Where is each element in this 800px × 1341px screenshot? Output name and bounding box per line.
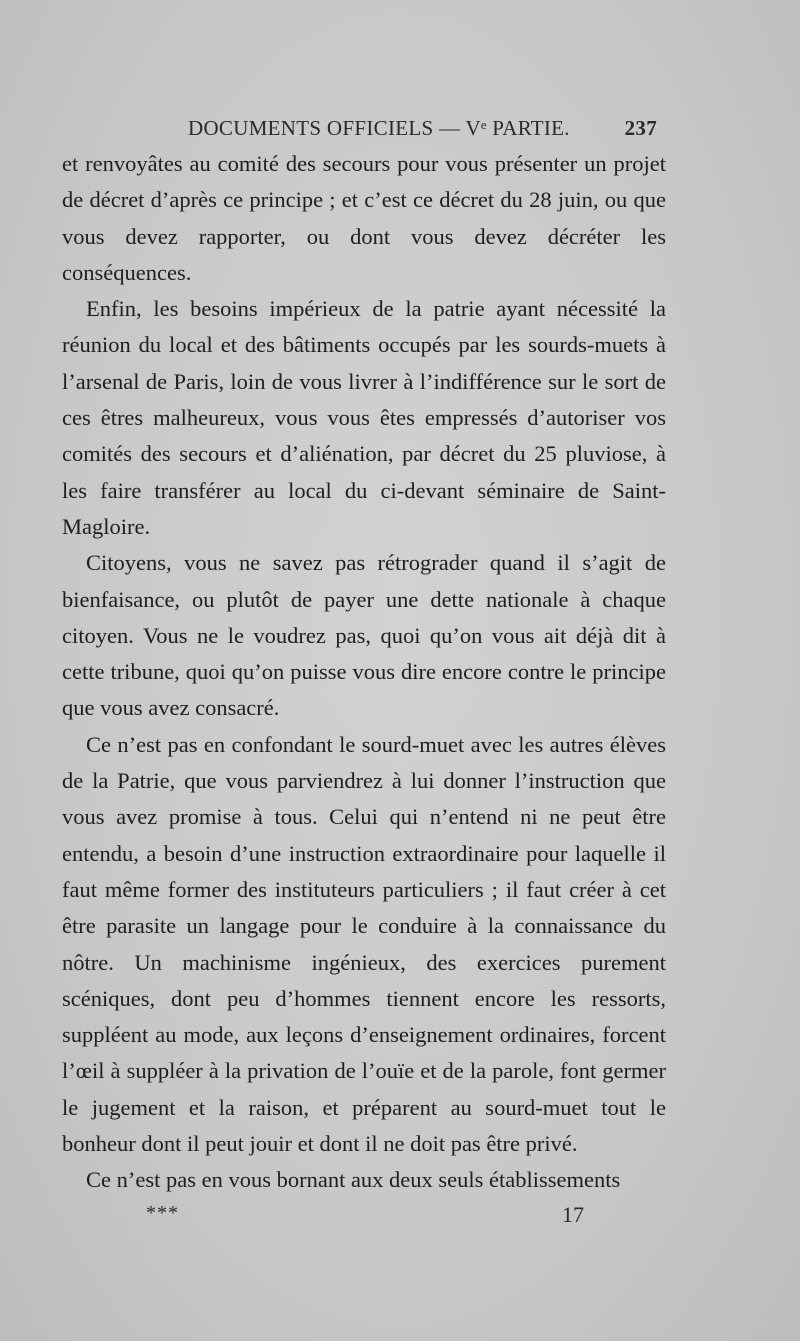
paragraph: Enfin, les besoins impérieux de la patrie ayant nécessité la réunion du local et des bâtiments occupés par les sourds-muets à l’arsenal de Paris, loin de vous livrer à l’indifférence sur le sort de ces êtres malheureux, vous vous êtes empressés d’autoriser vos comités des secours et d’aliénation, par décret du 25 pluviose, à les faire transférer au local du ci-devant séminaire de Saint-Magloire.	[62, 296, 666, 539]
running-header	[62, 112, 657, 146]
footer-mark: ***	[146, 1202, 179, 1224]
page-footer	[62, 1202, 666, 1232]
paragraph: et renvoyâtes au comité des secours pour vous présenter un projet de décret d’après ce principe ; et c’est ce décret du 28 juin, ou que vous devez rapporter, ou dont vous devez décréter les conséquences.	[62, 151, 666, 285]
paragraph: Ce n’est pas en confondant le sourd-muet avec les autres élèves de la Patrie, que vous parviendrez à lui donner l’instruction que vous avez promise à tous. Celui qui n’entend ni ne peut être entendu, a besoin d’une instruction extraordinaire pour laquelle il faut même former des instituteurs particuliers ; il faut créer à cet être parasite un langage pour le conduire à la connaissance du nôtre. Un machinisme ingénieux, des exercices purement scéniques, dont peu d’hommes tiennent encore les ressorts, suppléent au mode, aux leçons d’enseignement ordinaires, forcent l’œil à suppléer à la privation de l’ouïe et de la parole, font germer le jugement et la raison, et préparent au sourd-muet tout le bonheur dont il peut jouir et dont il ne doit pas être privé.	[62, 731, 666, 1157]
paragraph: Ce n’est pas en vous bornant aux deux seuls établissements	[86, 1167, 621, 1193]
paragraph: Citoyens, vous ne savez pas rétrograder quand il s’agit de bienfaisance, ou plutôt de payer une dette nationale à chaque citoyen. Vous ne le voudrez pas, quoi qu’on vous ait déjà dit à cette tribune, quoi qu’on puisse vous dire encore contre le principe que vous avez consacré.	[62, 550, 666, 721]
signature-mark: 17	[562, 1202, 584, 1227]
page-number: 237	[624, 116, 657, 140]
running-title: DOCUMENTS OFFICIELS — Vᵉ PARTIE.	[188, 116, 570, 140]
body-text	[62, 146, 666, 1199]
